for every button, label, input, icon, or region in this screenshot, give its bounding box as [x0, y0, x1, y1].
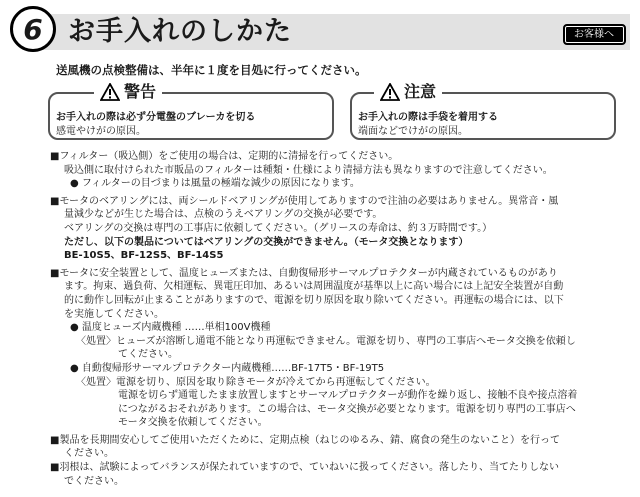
thermal-action-cont: 電源を切らず通電したまま放置しますとサーマルプロテクターが動作を繰り返し、接触不良や接点溶着	[118, 390, 578, 402]
longterm-heading: ■製品を長期間安心してご使用いただくために、定期点検（ねじのゆるみ、錆、腐食の発生のないこと）を行って	[50, 434, 561, 446]
safety-text: ます。拘束、過負荷、欠相運転、異電圧印加、あるいは周囲温度が基準以上に高い場合には上記安全装置が自動	[64, 281, 564, 293]
caution-title: 注意	[404, 82, 437, 101]
maintenance-instructions	[50, 150, 630, 488]
caution-box	[350, 82, 616, 140]
safety-text: を実施してください。	[64, 308, 164, 320]
fuse-action: 〈処置〉ヒューズが溶断し通電不能となり再運転できません。電源を切り、専門の工事店へモータ交換を依頼し	[76, 335, 576, 347]
section-number: 6	[10, 6, 56, 52]
thermal-model-item: ● 自動復帰形サーマルプロテクター内蔵機種……BF-17T5・BF-19T5	[70, 362, 385, 374]
warning-line-1: お手入れの際は必ず分電盤のブレーカを切る	[56, 112, 256, 123]
thermal-action-cont: モータ交換を依頼してください。	[118, 417, 268, 429]
filter-note: ● フィルターの目づまりは風量の極端な減少の原因になります。	[70, 178, 360, 190]
fuse-action-cont: てください。	[118, 349, 178, 361]
blade-heading: ■羽根は、試験によってバランスが保たれていますので、ていねいに扱ってください。落したり、当てたりしない	[50, 462, 559, 474]
caution-line-1: お手入れの際は手袋を着用する	[358, 112, 498, 123]
bearing-exception: ただし、以下の製品についてはベアリングの交換ができません。（モータ交換となります）	[64, 236, 469, 248]
warning-line-2: 感電やけがの原因。	[56, 126, 146, 137]
caution-line-2: 端面などでけがの原因。	[358, 126, 468, 137]
warning-title: 警告	[124, 82, 157, 101]
longterm-text: ください。	[64, 448, 114, 460]
page-title: お手入れのしかた	[68, 16, 292, 47]
thermal-action: 〈処置〉電源を切り、原因を取り除きモータが冷えてから再運転してください。	[76, 376, 436, 388]
customer-badge: お客様へ	[563, 24, 626, 45]
fuse-model-item: ● 温度ヒューズ内蔵機種 ……単相100V機種	[70, 322, 271, 334]
filter-heading: ■フィルター（吸込側）をご使用の場合は、定期的に清掃を行ってください。	[50, 151, 399, 162]
bearing-text: ベアリングの交換は専門の工事店に依頼してください。（グリースの寿命は、約３万時間です。）	[64, 222, 493, 234]
warning-box	[48, 82, 334, 140]
bearing-models: BE-10S5、BF-12S5、BF-14S5	[64, 250, 224, 262]
filter-text: 吸込側に取付けられた市販品のフィルターは種類・仕様により清掃方法も異なりますので注意してください。	[64, 164, 553, 176]
thermal-action-cont: につながるおそれがあります。この場合は、モータ交換が必要となります。電源を切り専門の工事店へ	[118, 403, 576, 415]
intro-text: 送風機の点検整備は、半年に１度を目処に行ってください。	[56, 63, 367, 77]
safety-heading: ■モータに安全装置として、温度ヒューズまたは、自動復帰形サーマルプロテクターが内蔵されているものがあり	[50, 267, 558, 279]
bearing-text: 量減少などが生じた場合は、点検のうえベアリングの交換が必要です。	[64, 209, 383, 221]
caution-triangle-icon	[380, 83, 400, 101]
caution-label	[374, 82, 442, 102]
warning-triangle-icon	[100, 83, 120, 101]
safety-text: 的に動作し回転が止まることがありますので、電源を切り原因を取り除いてください。再運転の場合には、以下	[64, 294, 564, 306]
warning-label	[94, 82, 162, 102]
blade-text: でください。	[64, 475, 124, 487]
bearing-heading: ■モータのベアリングには、両シールドベアリングが使用してありますので注油の必要はありません。異常音・風	[50, 195, 559, 207]
section-header	[6, 6, 632, 56]
